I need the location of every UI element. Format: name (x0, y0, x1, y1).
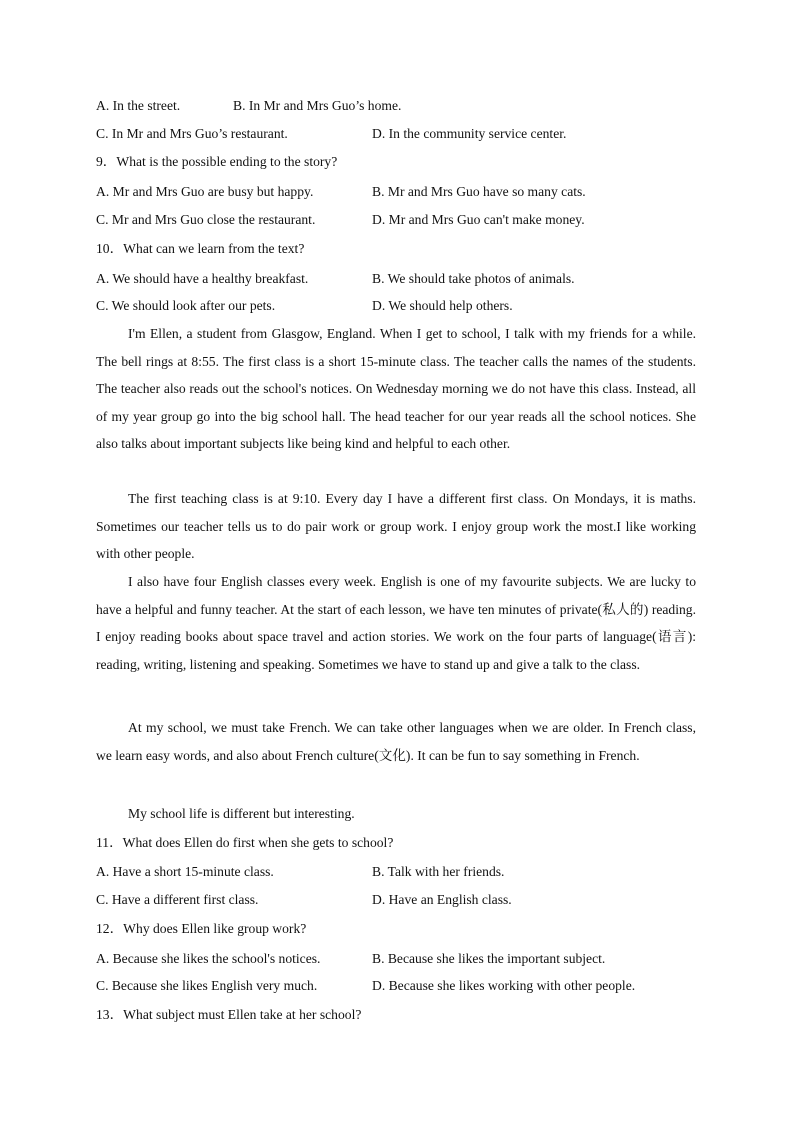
q11-question: 11．What does Ellen do first when she gets to school? (96, 835, 394, 850)
q12-option-b: B. Because she likes the important subject. (372, 951, 606, 966)
passage-paragraph-4: At my school, we must take French. We can take other languages when we are older. In French class, we learn easy words, and also about French culture(文化). It can be fun to say something in French. (96, 720, 696, 763)
q9-option-c: C. Mr and Mrs Guo close the restaurant. (96, 212, 316, 227)
q11-option-c: C. Have a different first class. (96, 892, 259, 907)
q8-option-c: C. In Mr and Mrs Guo’s restaurant. (96, 126, 288, 141)
q10-option-a: A. We should have a healthy breakfast. (96, 271, 309, 286)
q8-option-a: A. In the street. (96, 98, 181, 113)
passage-paragraph-2: The first teaching class is at 9:10. Every day I have a different first class. On Mondays, it is maths. Sometimes our teacher tells us to do pair work or group work. I enjoy group work the most.I like working with other people. (96, 491, 696, 562)
q10-option-d: D. We should help others. (372, 298, 513, 313)
passage-paragraph-5: My school life is different but interesting. (128, 806, 355, 821)
q11-option-b: B. Talk with her friends. (372, 864, 505, 879)
q10-option-b: B. We should take photos of animals. (372, 271, 575, 286)
passage-paragraph-1: I'm Ellen, a student from Glasgow, England. When I get to school, I talk with my friends for a while. The bell rings at 8:55. The first class is a short 15-minute class. The teacher calls the names of the students. The teacher also reads out the school's notices. On Wednesday morning we do not have this class. Instead, all of my year group go into the big school hall. The head teacher for our year reads all the school notices. She also talks about important subjects like being kind and helpful to each other. (96, 326, 696, 452)
q8-option-d: D. In the community service center. (372, 126, 567, 141)
q11-option-a: A. Have a short 15-minute class. (96, 864, 274, 879)
q11-option-d: D. Have an English class. (372, 892, 512, 907)
q10-question: 10．What can we learn from the text? (96, 241, 305, 256)
q9-option-d: D. Mr and Mrs Guo can't make money. (372, 212, 585, 227)
q12-question: 12．Why does Ellen like group work? (96, 921, 307, 936)
passage-paragraph-3: I also have four English classes every week. English is one of my favourite subjects. We are lucky to have a helpful and funny teacher. At the start of each lesson, we have ten minutes of private(私人的) reading. I enjoy reading books about space travel and action stories. We work on the four parts of language(语言): reading, writing, listening and speaking. Sometimes we have to stand up and give a talk to the class. (96, 574, 696, 672)
q10-option-c: C. We should look after our pets. (96, 298, 276, 313)
q13-question: 13．What subject must Ellen take at her school? (96, 1007, 362, 1022)
q12-option-c: C. Because she likes English very much. (96, 978, 318, 993)
q12-option-a: A. Because she likes the school's notices. (96, 951, 321, 966)
q8-option-b: B. In Mr and Mrs Guo’s home. (233, 98, 402, 113)
q9-question: 9．What is the possible ending to the story? (96, 154, 338, 169)
q9-option-b: B. Mr and Mrs Guo have so many cats. (372, 184, 586, 199)
q9-option-a: A. Mr and Mrs Guo are busy but happy. (96, 184, 314, 199)
q12-option-d: D. Because she likes working with other people. (372, 978, 636, 993)
